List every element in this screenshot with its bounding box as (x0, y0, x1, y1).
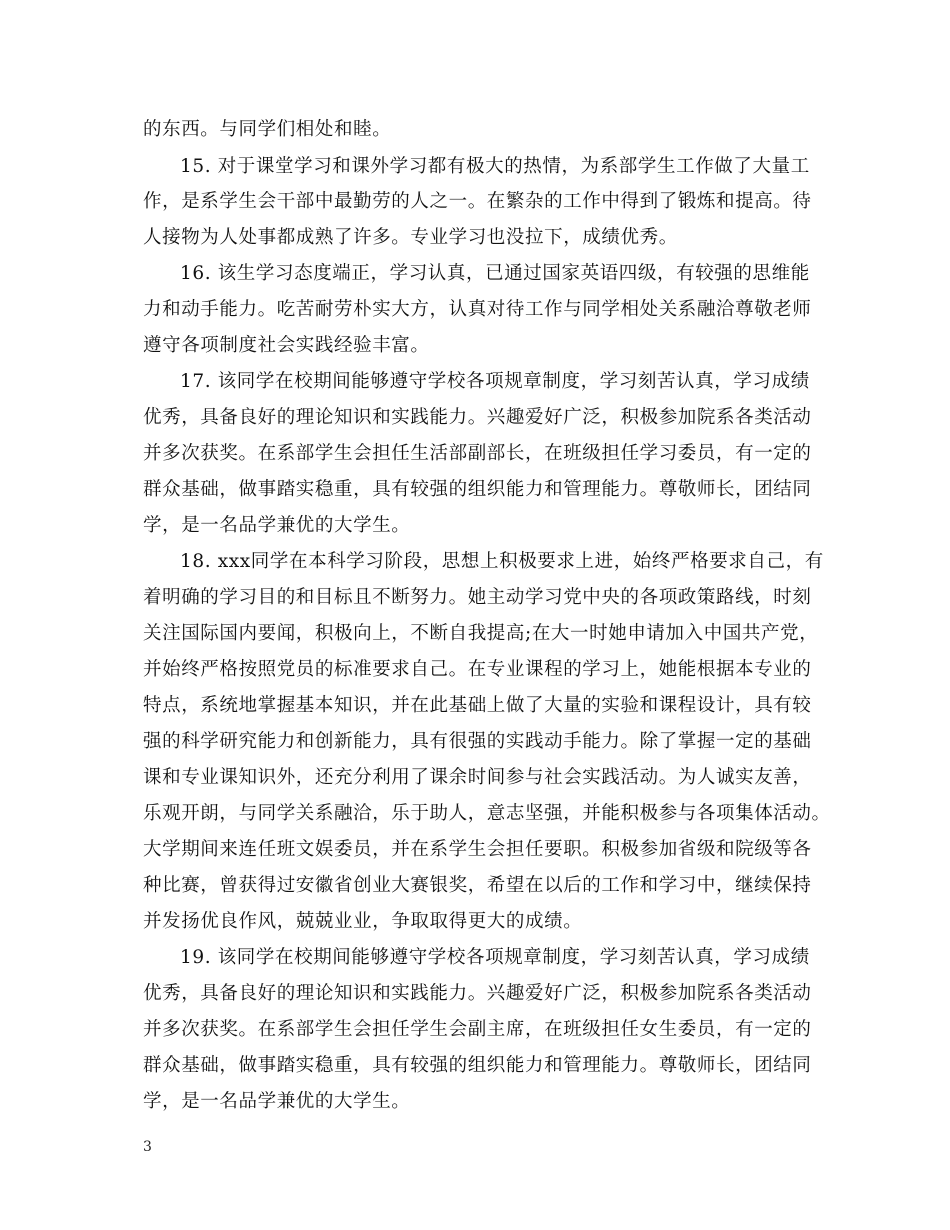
text-line: 种比赛，曾获得过安徽省创业大赛银奖，希望在以后的工作和学习中，继续保持 (143, 875, 812, 896)
text-line: 学，是一名品学兼优的大学生。 (143, 1091, 411, 1112)
text-line: 优秀，具备良好的理论知识和实践能力。兴趣爱好广泛，积极参加院系各类活动 (143, 407, 812, 428)
paragraph-16-first-line: 16. 该生学习态度端正，学习认真，已通过国家英语四级，有较强的思维能 (180, 263, 810, 284)
text-line: 群众基础，做事踏实稳重，具有较强的组织能力和管理能力。尊敬师长，团结同 (143, 479, 812, 500)
text-line: 特点，系统地掌握基本知识，并在此基础上做了大量的实验和课程设计，具有较 (143, 695, 812, 716)
text-line: 课和专业课知识外，还充分利用了课余时间参与社会实践活动。为人诚实友善， (143, 767, 812, 788)
page-number: 3 (143, 1139, 152, 1155)
text-line: 大学期间来连任班文娱委员，并在系学生会担任要职。积极参加省级和院级等各 (143, 839, 812, 860)
text-line: 遵守各项制度社会实践经验丰富。 (143, 335, 430, 356)
text-line: 着明确的学习目的和目标且不断努力。她主动学习党中央的各项政策路线，时刻 (143, 587, 812, 608)
text-line: 学，是一名品学兼优的大学生。 (143, 515, 411, 536)
paragraph-17-first-line: 17. 该同学在校期间能够遵守学校各项规章制度，学习刻苦认真，学习成绩 (180, 371, 810, 392)
text-line: 并多次获奖。在系部学生会担任生活部副部长，在班级担任学习委员，有一定的 (143, 443, 812, 464)
text-line: 群众基础，做事踏实稳重，具有较强的组织能力和管理能力。尊敬师长，团结同 (143, 1055, 812, 1076)
text-line: 的东西。与同学们相处和睦。 (143, 119, 392, 140)
text-line: 乐观开朗，与同学关系融洽，乐于助人，意志坚强，并能积极参与各项集体活动。 (143, 803, 831, 824)
text-line: 优秀，具备良好的理论知识和实践能力。兴趣爱好广泛，积极参加院系各类活动 (143, 983, 812, 1004)
text-line: 并始终严格按照党员的标准要求自己。在专业课程的学习上，她能根据本专业的 (143, 659, 812, 680)
paragraph-19-first-line: 19. 该同学在校期间能够遵守学校各项规章制度，学习刻苦认真，学习成绩 (180, 947, 810, 968)
paragraph-18-first-line: 18. xxx同学在本科学习阶段，思想上积极要求上进，始终严格要求自己，有 (180, 551, 824, 572)
text-line: 强的科学研究能力和创新能力，具有很强的实践动手能力。除了掌握一定的基础 (143, 731, 812, 752)
text-line: 力和动手能力。吃苦耐劳朴实大方，认真对待工作与同学相处关系融洽尊敬老师 (143, 299, 812, 320)
text-line: 作，是系学生会干部中最勤劳的人之一。在繁杂的工作中得到了锻炼和提高。待 (143, 191, 812, 212)
text-line: 并多次获奖。在系部学生会担任学生会副主席，在班级担任女生委员，有一定的 (143, 1019, 812, 1040)
paragraph-15-first-line: 15. 对于课堂学习和课外学习都有极大的热情，为系部学生工作做了大量工 (180, 156, 810, 177)
text-line: 并发扬优良作风，兢兢业业，争取取得更大的成绩。 (143, 911, 583, 932)
text-line: 人接物为人处事都成熟了许多。专业学习也没拉下，成绩优秀。 (143, 227, 678, 248)
text-line: 关注国际国内要闻，积极向上，不断自我提高;在大一时她申请加入中国共产党， (143, 623, 819, 644)
